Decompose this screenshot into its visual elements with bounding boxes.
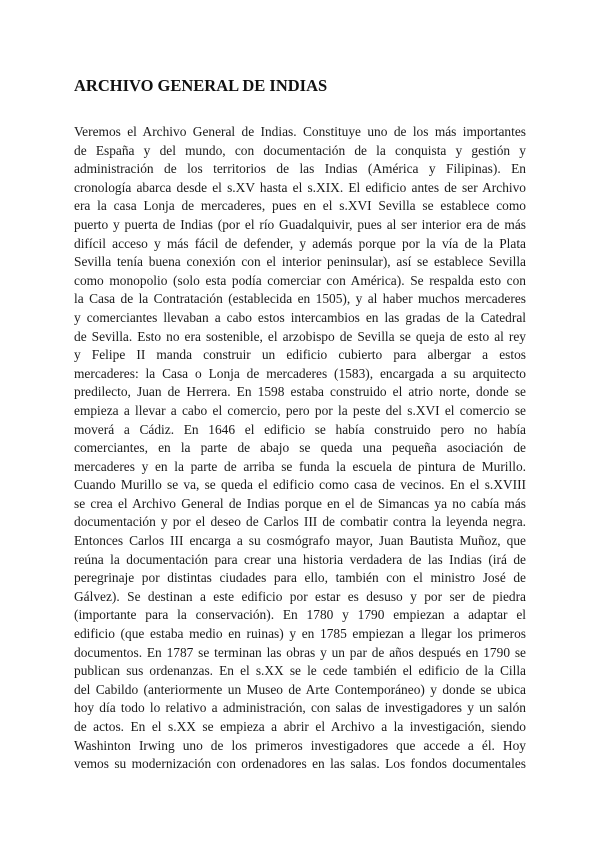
body-line: publican sus ordenanzas. En el s.XX se le cede también el edificio de la Cilla bbox=[74, 663, 526, 679]
body-line: como monopolio (solo esta podía comerciar con América). Se respalda esto con bbox=[74, 272, 526, 288]
body-line: Sevilla tenía buena conexión con el interior peninsular), así se establece Sevilla bbox=[74, 254, 526, 270]
body-line: comerciantes, en la parte de abajo se queda una pequeña asociación de bbox=[74, 440, 526, 456]
body-line: edificio (que estaba medio en ruinas) y en 1785 empiezan a llegar los primeros bbox=[74, 626, 526, 642]
body-line: del Cabildo (anteriormente un Museo de Arte Contemporáneo) y donde se ubica bbox=[74, 681, 526, 697]
body-line: mercaderes y en la parte de arriba se funda la escuela de pintura de Murillo. bbox=[74, 458, 526, 474]
body-line: y comerciantes llevaban a cabo estos intercambios en las gradas de la Catedral bbox=[74, 309, 526, 325]
body-line: se crea el Archivo General de Indias porque en el de Simancas ya no cabía más bbox=[74, 495, 526, 511]
body-line: empieza a llevar a cabo el comercio, pero por la peste del s.XVI el comercio se bbox=[74, 402, 526, 418]
body-line: mercaderes: la Casa o Lonja de mercaderes (1583), encargada a su arquitecto bbox=[74, 365, 526, 381]
body-line: vemos su modernización con ordenadores en las salas. Los fondos documentales bbox=[74, 756, 526, 772]
body-line: difícil acceso y más fácil de defender, y además porque por la vía de la Plata bbox=[74, 235, 526, 251]
body-line: Entonces Carlos III encarga a su cosmógrafo mayor, Juan Bautista Muñoz, que bbox=[74, 533, 526, 549]
document-body bbox=[74, 123, 526, 774]
body-line: Gálvez). Se destinan a este edificio por estar es desuso y por ser de piedra bbox=[74, 588, 526, 604]
body-line: (importante para la conservación). En 1780 y 1790 empiezan a adaptar el bbox=[74, 607, 526, 623]
body-line: de actos. En el s.XX se empieza a abrir el Archivo a la investigación, siendo bbox=[74, 719, 526, 734]
body-line: y Felipe II manda construir un edificio cubierto para albergar a estos bbox=[74, 347, 526, 363]
body-line: administración de los territorios de las Indias (América y Filipinas). En bbox=[74, 161, 526, 177]
body-line: de España y del mundo, con documentación de la conquista y gestión y bbox=[74, 142, 526, 158]
body-line: moverá a Cádiz. En 1646 el edificio se había construido pero no había bbox=[74, 421, 526, 437]
body-line: puerto y puerta de Indias (por el río Guadalquivir, pues al ser interior era de más bbox=[74, 216, 526, 232]
body-line: la Casa de la Contratación (establecida en 1505), y al haber muchos mercaderes bbox=[74, 291, 526, 307]
body-line: hoy día todo lo relativo a administración, con salas de investigadores y un salón bbox=[74, 700, 526, 716]
body-line: cronología abarca desde el s.XV hasta el s.XIX. El edificio antes de ser Archivo bbox=[74, 179, 526, 195]
body-line: predilecto, Juan de Herrera. En 1598 estaba construido el atrio norte, donde se bbox=[74, 384, 526, 400]
body-line: de Sevilla. Esto no era sostenible, el arzobispo de Sevilla se queja de esto al rey bbox=[74, 328, 526, 344]
body-line: Washinton Irwing uno de los primeros investigadores que accede a él. Hoy bbox=[74, 737, 526, 753]
body-line: reúna la documentación para crear una historia verdadera de las Indias (irá de bbox=[74, 551, 526, 567]
body-line: documentos. En 1787 se terminan las obras y un par de años después en 1790 se bbox=[74, 644, 526, 660]
document-title: ARCHIVO GENERAL DE INDIAS bbox=[74, 76, 328, 95]
body-line: Cuando Murillo se va, se queda el edificio como casa de vecinos. En el s.XVIII bbox=[74, 477, 526, 493]
body-line: Veremos el Archivo General de Indias. Constituye uno de los más importantes bbox=[74, 124, 526, 139]
body-line: era la casa Lonja de mercaderes, pues en el s.XVI Sevilla se establece como bbox=[74, 198, 526, 214]
body-line: documentación y por el deseo de Carlos III de combatir contra la leyenda negra. bbox=[74, 514, 526, 530]
body-line: peregrinaje por distintas ciudades para ello, también con el ministro José de bbox=[74, 570, 526, 586]
